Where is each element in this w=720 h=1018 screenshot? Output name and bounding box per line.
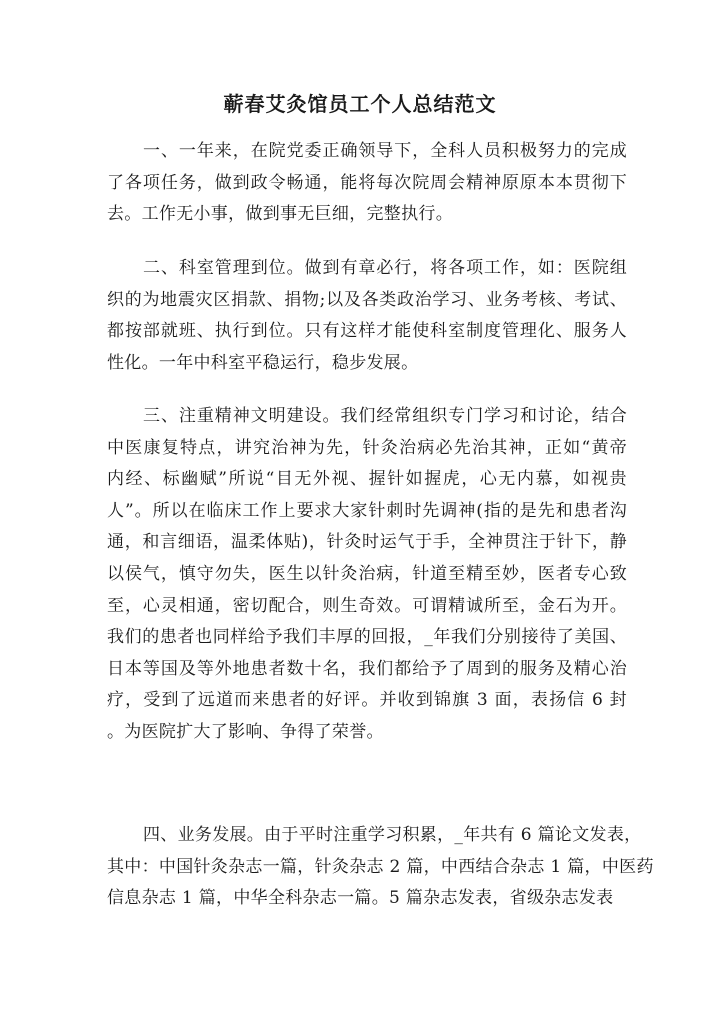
text-line: 性化。一年中科室平稳运行，稳步发展。 [107, 352, 419, 373]
text-line: 了各项任务，做到政令畅通，能将每次院周会精神原原本本贯彻下 [107, 172, 627, 193]
paragraph-4 [107, 820, 654, 915]
text-line: 内经、标幽赋”所说“目无外视、握针如握虎，心无内慕，如视贵 [107, 469, 627, 490]
text-line: 。为医院扩大了影响、争得了荣誉。 [107, 721, 384, 742]
paragraph-1 [107, 136, 627, 231]
text-line: 去。工作无小事，做到事无巨细，完整执行。 [107, 204, 453, 225]
text-line: 四、业务发展。由于平时注重学习积累，_年共有 6 篇论文发表， [143, 825, 642, 845]
text-line: 二、科室管理到位。做到有章必行，将各项工作，如：医院组 [143, 258, 627, 278]
document-title: 蕲春艾灸馆员工个人总结范文 [223, 92, 497, 116]
text-line: 疗，受到了远道而来患者的好评。并收到锦旗 3 面，表扬信 6 封 [107, 690, 627, 711]
text-line: 人”。所以在临床工作上要求大家针刺时先调神(指的是先和患者沟 [107, 500, 627, 521]
text-line: 其中：中国针灸杂志一篇，针灸杂志 2 篇，中西结合杂志 1 篇，中医药 [107, 856, 654, 877]
text-line: 中医康复特点，讲究治神为先，针灸治病必先治其神，正如“黄帝 [107, 437, 627, 458]
text-line: 织的为地震灾区捐款、捐物;以及各类政治学习、业务考核、考试、 [107, 289, 627, 310]
text-line: 至，心灵相通，密切配合，则生奇效。可谓精诚所至，金石为开。 [107, 595, 627, 616]
text-line: 三、注重精神文明建设。我们经常组织专门学习和讨论，结合 [143, 406, 627, 426]
paragraph-3 [107, 401, 627, 749]
text-line: 我们的患者也同样给予我们丰厚的回报，_年我们分别接待了美国、 [107, 627, 627, 648]
text-line: 日本等国及等外地患者数十名，我们都给予了周到的服务及精心治 [107, 658, 627, 679]
text-line: 以侯气，慎守勿失，医生以针灸治病，针道至精至妙，医者专心致 [107, 563, 627, 584]
text-line: 信息杂志 1 篇，中华全科杂志一篇。5 篇杂志发表，省级杂志发表 [107, 888, 614, 909]
text-line: 通，和言细语，温柔体贴)，针灸时运气于手，全神贯注于针下，静 [107, 532, 627, 553]
text-line: 一、一年来，在院党委正确领导下，全科人员积极努力的完成 [143, 141, 627, 161]
paragraph-2 [107, 253, 627, 379]
text-line: 都按部就班、执行到位。只有这样才能使科室制度管理化、服务人 [107, 321, 627, 342]
